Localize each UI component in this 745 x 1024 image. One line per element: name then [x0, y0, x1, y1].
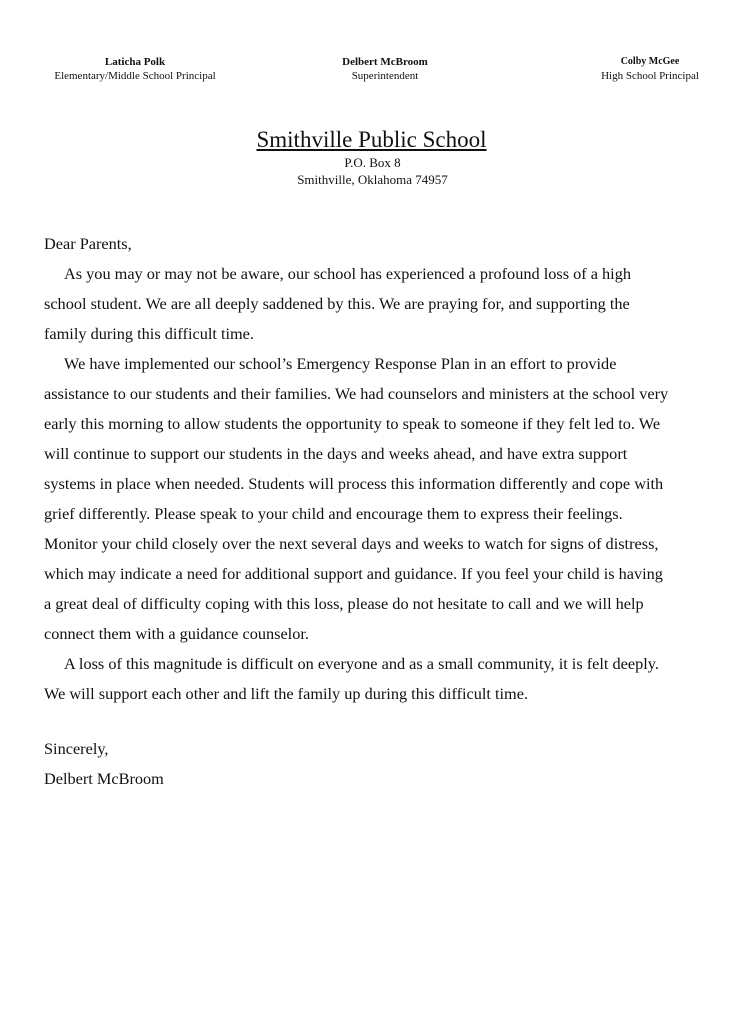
paragraph-1 [44, 259, 734, 349]
staff-title: Superintendent [351, 70, 419, 82]
text-line: A loss of this magnitude is difficult on everyone and as a small community, it is felt deeply. [64, 654, 659, 673]
staff-name: Colby McGee [620, 56, 680, 67]
address-line-1: P.O. Box 8 [344, 155, 401, 170]
signature: Delbert McBroom [44, 769, 164, 788]
staff-superintendent [300, 55, 470, 83]
salutation: Dear Parents, [44, 234, 132, 253]
text-line: Monitor your child closely over the next several days and weeks to watch for signs of distress, [44, 534, 659, 553]
text-line: We will support each other and lift the family up during this difficult time. [44, 684, 529, 703]
staff-title: Elementary/Middle School Principal [54, 70, 216, 82]
text-line: assistance to our students and their families. We had counselors and ministers at the school very [44, 384, 669, 403]
staff-title: High School Principal [601, 70, 699, 82]
text-line: systems in place when needed. Students will process this information differently and cope with [44, 474, 664, 493]
school-name: Smithville Public School [256, 127, 487, 152]
closing: Sincerely, [44, 739, 109, 758]
staff-high-school-principal [580, 55, 720, 83]
address-line-2: Smithville, Oklahoma 74957 [297, 172, 448, 187]
letterhead [0, 126, 745, 188]
staff-name: Laticha Polk [104, 56, 166, 68]
text-line: which may indicate a need for additional support and guidance. If you feel your child is having [44, 564, 663, 583]
staff-name: Delbert McBroom [342, 56, 428, 68]
text-line: family during this difficult time. [44, 324, 254, 343]
letter-body [44, 229, 734, 794]
text-line: connect them with a guidance counselor. [44, 624, 309, 643]
text-line: school student. We are all deeply saddened by this. We are praying for, and supporting the [44, 294, 630, 313]
text-line: a great deal of difficulty coping with this loss, please do not hesitate to call and we will help [44, 594, 644, 613]
text-line: will continue to support our students in the days and weeks ahead, and have extra support [44, 444, 628, 463]
paragraph-2 [44, 349, 734, 649]
text-line: As you may or may not be aware, our school has experienced a profound loss of a high [64, 264, 631, 283]
paragraph-3 [44, 649, 734, 709]
text-line: early this morning to allow students the opportunity to speak to someone if they felt led to. We [44, 414, 661, 433]
text-line: We have implemented our school’s Emergency Response Plan in an effort to provide [64, 354, 617, 373]
staff-elementary-principal [40, 55, 230, 83]
text-line: grief differently. Please speak to your child and encourage them to express their feelings. [44, 504, 623, 523]
